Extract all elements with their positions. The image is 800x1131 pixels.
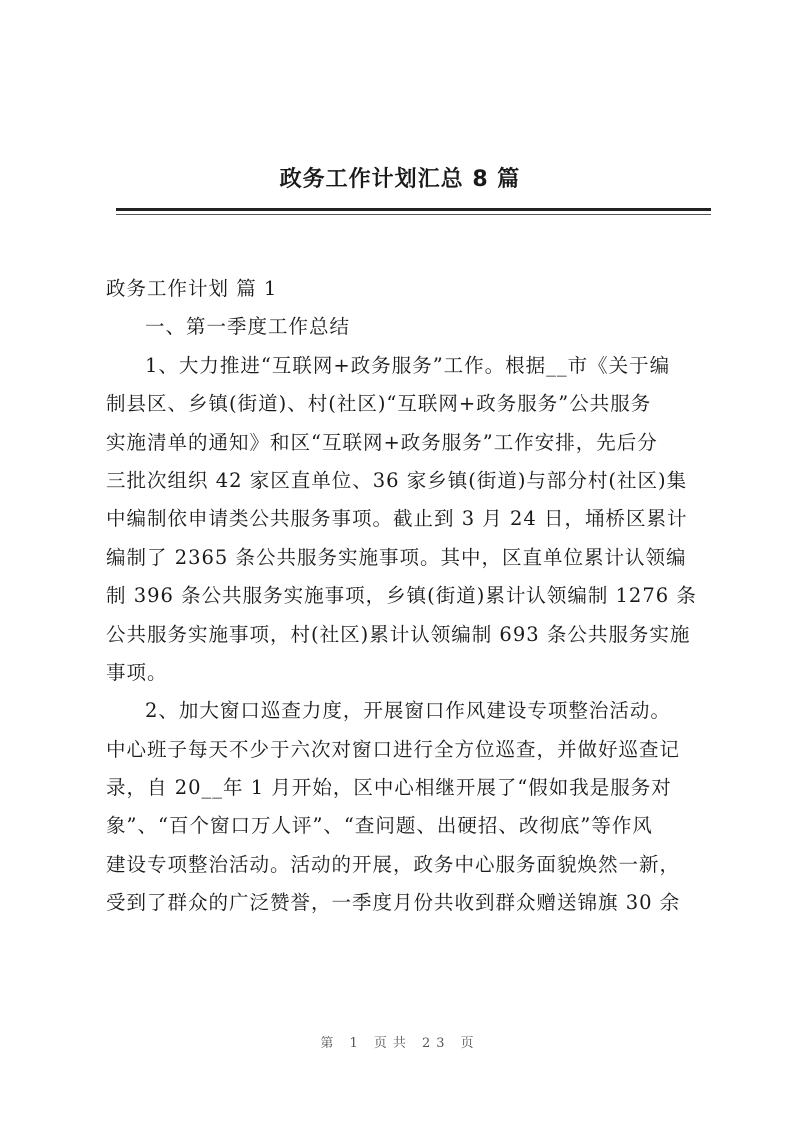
- paragraph-line: 编制了 2365 条公共服务实施事项。其中，区直单位累计认领编: [106, 545, 687, 569]
- paragraph-line: 2、加大窗口巡查力度，开展窗口作风建设专项整治活动。: [145, 699, 671, 723]
- paragraph-line: 事项。: [106, 660, 168, 684]
- title-rule-thick: [116, 208, 711, 211]
- paragraph-line: 录，自 20__年 1 月开始，区中心相继开展了“假如我是服务对: [106, 776, 672, 800]
- page-footer: 第 1 页共 23 页: [320, 1036, 480, 1051]
- paragraph-line: 建设专项整治活动。活动的开展，政务中心服务面貌焕然一新，: [106, 852, 681, 876]
- paragraph-line: 制县区、乡镇(街道)、村(社区)“互联网+政务服务”公共服务: [106, 392, 652, 416]
- paragraph-line: 三批次组织 42 家区直单位、36 家乡镇(街道)与部分村(社区)集: [106, 468, 688, 492]
- document-title: 政务工作计划汇总 8 篇: [279, 167, 521, 192]
- title-rule-thin: [116, 214, 711, 215]
- paragraph-line: 中编制依申请类公共服务事项。截止到 3 月 24 日，埇桥区累计: [106, 507, 688, 531]
- subsection-heading: 一、第一季度工作总结: [145, 315, 351, 339]
- paragraph-line: 制 396 条公共服务实施事项，乡镇(街道)累计认领编制 1276 条: [106, 584, 697, 608]
- paragraph-line: 公共服务实施事项，村(社区)累计认领编制 693 条公共服务实施: [106, 622, 691, 646]
- paragraph-line: 实施清单的通知》和区“互联网+政务服务”工作安排，先后分: [106, 430, 658, 454]
- paragraph-line: 1、大力推进“互联网+政务服务”工作。根据__市《关于编: [145, 353, 671, 377]
- paragraph-line: 受到了群众的广泛赞誉，一季度月份共收到群众赠送锦旗 30 余: [106, 891, 681, 915]
- document-body: [106, 270, 712, 923]
- section-heading: 政务工作计划 篇 1: [106, 277, 278, 300]
- paragraph-line: 中心班子每天不少于六次对窗口进行全方位巡查，并做好巡查记: [106, 737, 681, 761]
- paragraph-line: 象”、“百个窗口万人评”、“查问题、出硬招、改彻底”等作风: [106, 814, 653, 838]
